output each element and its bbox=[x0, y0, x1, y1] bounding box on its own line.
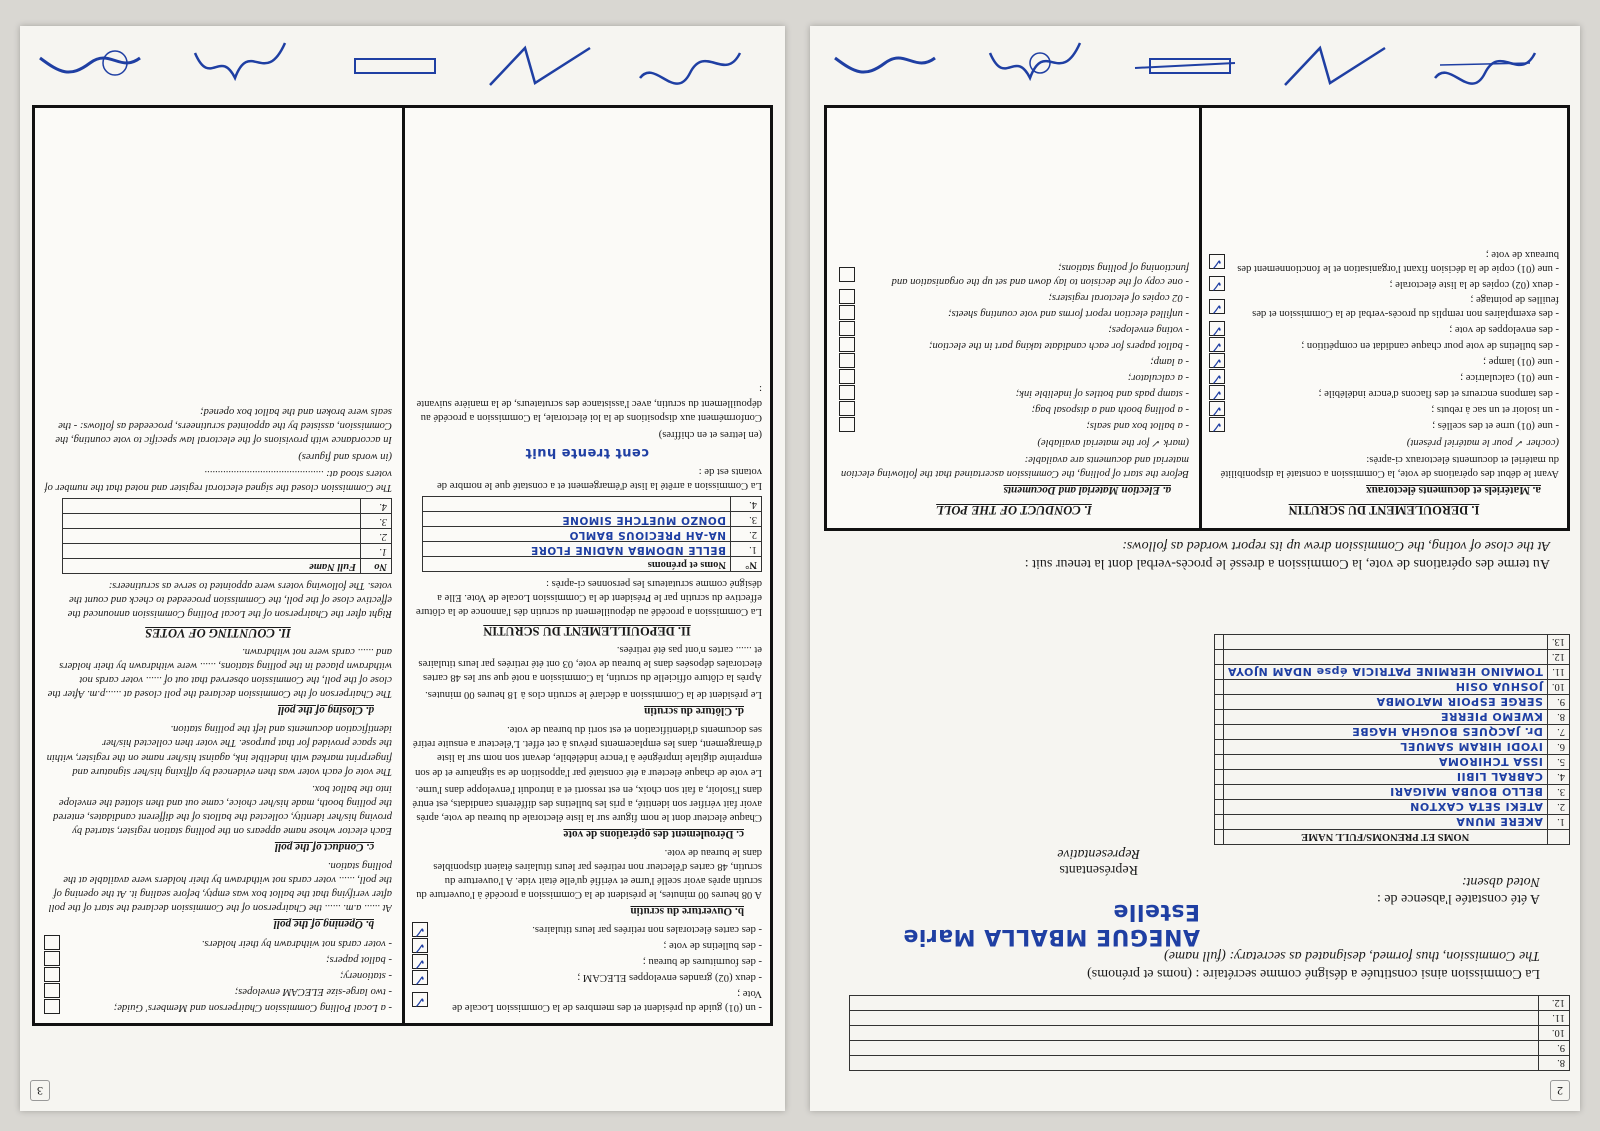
list-item bbox=[44, 983, 392, 998]
item-label: - des tampons encreurs et des flacons d'encre indélébile ; bbox=[1318, 387, 1559, 399]
item-label: - a lamp; bbox=[1150, 355, 1189, 367]
checkbox bbox=[839, 353, 855, 368]
item-label: - des fournitures de bureau ; bbox=[642, 956, 762, 968]
item-label: - voter cards not withdrawn by their holders. bbox=[201, 937, 392, 949]
representative-cell bbox=[1214, 740, 1223, 755]
checkbox bbox=[44, 951, 60, 966]
row-number-header bbox=[1547, 830, 1569, 845]
row-number: 8. bbox=[1539, 1056, 1570, 1071]
signature bbox=[35, 35, 145, 93]
item-label: - one copy of the decision to lay down and set up the organisation and functioning of polling stations; bbox=[891, 262, 1189, 288]
table-header-row bbox=[423, 557, 762, 572]
signature bbox=[335, 35, 445, 93]
signature bbox=[1430, 35, 1540, 93]
checkbox bbox=[412, 992, 428, 1007]
row-number: 3. bbox=[361, 514, 392, 529]
checkbox bbox=[1209, 299, 1225, 314]
list-item bbox=[412, 970, 762, 985]
column-header: NOMS ET PRENOMS/FULL NAME bbox=[1223, 830, 1547, 845]
list-item bbox=[1209, 321, 1559, 336]
representative-cell bbox=[1214, 650, 1223, 665]
row-number: 2. bbox=[361, 529, 392, 544]
table-row bbox=[1214, 695, 1569, 710]
signature bbox=[1130, 35, 1240, 93]
table-row bbox=[63, 544, 392, 559]
row-number: 6. bbox=[1547, 740, 1569, 755]
checkbox bbox=[839, 305, 855, 320]
list-item bbox=[412, 986, 762, 1014]
name-cell bbox=[850, 1011, 1539, 1026]
name-cell: TOMAINO HERMINE PATRICIA épse NDAM NJOYA bbox=[1223, 665, 1547, 680]
list-item bbox=[44, 951, 392, 966]
table-row bbox=[1214, 785, 1569, 800]
checkbox bbox=[44, 935, 60, 950]
name-cell: BELLE NDOMBA NADINE FLORE bbox=[423, 542, 731, 557]
representative-column-header bbox=[1214, 830, 1223, 845]
name-cell bbox=[63, 544, 361, 559]
representative-cell bbox=[1214, 635, 1223, 650]
page-number: 3 bbox=[30, 1080, 50, 1101]
representative-cell bbox=[1214, 800, 1223, 815]
signature-row-page-2 bbox=[850, 33, 1540, 93]
list-item bbox=[839, 260, 1189, 288]
name-cell: NA-AH PRECIOUS BAMLO bbox=[423, 527, 731, 542]
signature bbox=[635, 35, 745, 93]
table-row bbox=[1214, 770, 1569, 785]
table-row bbox=[850, 996, 1570, 1011]
absent-label-fr: A été constatée l'absence de : bbox=[1376, 891, 1540, 906]
item-label: - une (01) urne et des scellés ; bbox=[1432, 419, 1559, 431]
opening-counting-box bbox=[32, 105, 773, 1026]
list-item bbox=[44, 935, 392, 950]
representative-cell bbox=[1214, 770, 1223, 785]
checkbox bbox=[839, 267, 855, 282]
row-number: 10. bbox=[1547, 680, 1569, 695]
table-row bbox=[1214, 755, 1569, 770]
list-item bbox=[839, 417, 1189, 432]
column-header: N° bbox=[731, 557, 762, 572]
item-label: - des enveloppes de vote ; bbox=[1449, 323, 1559, 335]
list-item bbox=[1209, 353, 1559, 368]
name-cell: BELLO BOUBA MAIGARI bbox=[1223, 785, 1547, 800]
name-cell bbox=[850, 996, 1539, 1011]
item-label: - a ballot box and seals; bbox=[1086, 419, 1189, 431]
table-row bbox=[1214, 815, 1569, 830]
table-row bbox=[423, 497, 762, 512]
list-item bbox=[1209, 369, 1559, 384]
checkbox bbox=[412, 922, 428, 937]
name-cell bbox=[850, 1026, 1539, 1041]
list-item bbox=[839, 369, 1189, 384]
list-item bbox=[44, 999, 392, 1014]
row-number: 9. bbox=[1547, 695, 1569, 710]
table-row bbox=[850, 1056, 1570, 1071]
page-2 bbox=[810, 26, 1580, 1111]
item-label: - ballot papers for each candidate taking part in the election; bbox=[928, 339, 1189, 351]
secretary-name: ANEGUE MBALLA Marie Estelle bbox=[902, 899, 1200, 949]
item-label: - stamp pads and bottles of indelible ink; bbox=[1015, 387, 1189, 399]
row-number: 11. bbox=[1539, 1011, 1570, 1026]
name-cell: Dr. JACQUES BOUGHA HAGBE bbox=[1223, 725, 1547, 740]
name-cell: SERGE ESPOIR MATOMBA bbox=[1223, 695, 1547, 710]
row-number: 4. bbox=[1547, 770, 1569, 785]
column-header: Full Name bbox=[63, 559, 361, 574]
item-label: - un isoloir et un sac à rebuts ; bbox=[1431, 403, 1559, 415]
list-item bbox=[839, 337, 1189, 352]
checkbox bbox=[839, 385, 855, 400]
signature-row-page-3 bbox=[60, 33, 745, 93]
representative-cell bbox=[1214, 710, 1223, 725]
name-cell bbox=[63, 529, 361, 544]
page-3 bbox=[20, 26, 785, 1111]
checkbox bbox=[839, 417, 855, 432]
row-number: 8. bbox=[1547, 710, 1569, 725]
row-number: 12. bbox=[1539, 996, 1570, 1011]
row-number: 11. bbox=[1547, 665, 1569, 680]
row-number: 2. bbox=[731, 527, 762, 542]
name-cell: JOSHUA OSIH bbox=[1223, 680, 1547, 695]
name-cell: ATEKI SETA CAXTON bbox=[1223, 800, 1547, 815]
absent-table bbox=[1214, 634, 1570, 845]
item-label: - a calculator; bbox=[1127, 371, 1189, 383]
secretary-label-en: The Commission, thus formed, designated as secretary: (full name) bbox=[1164, 948, 1540, 963]
name-cell bbox=[63, 514, 361, 529]
row-number: 5. bbox=[1547, 755, 1569, 770]
members-table-end bbox=[849, 995, 1570, 1071]
list-item bbox=[412, 922, 762, 937]
item-label: - a Local Polling Commission Chairperson and Members' Guide; bbox=[113, 1001, 392, 1013]
row-number: 1. bbox=[731, 542, 762, 557]
name-cell bbox=[850, 1056, 1539, 1071]
table-row bbox=[1214, 650, 1569, 665]
table-row bbox=[423, 512, 762, 527]
name-cell: AKERE MUNA bbox=[1223, 815, 1547, 830]
checkbox bbox=[1209, 276, 1225, 291]
table-row bbox=[1214, 725, 1569, 740]
list-item bbox=[1209, 401, 1559, 416]
page-number: 2 bbox=[1550, 1080, 1570, 1101]
name-cell: CABRAL LIBII bbox=[1223, 770, 1547, 785]
table-row bbox=[63, 514, 392, 529]
representative-cell bbox=[1214, 815, 1223, 830]
list-item bbox=[1209, 276, 1559, 291]
list-item bbox=[839, 385, 1189, 400]
item-label: - unfilled election report forms and vote counting sheets; bbox=[948, 307, 1189, 319]
item-label: - a polling booth and a disposal bag; bbox=[1031, 403, 1189, 415]
table-row bbox=[850, 1011, 1570, 1026]
item-label: - un (01) guide du président et des membres de la Commission Locale de Vote ; bbox=[452, 987, 762, 1013]
signature bbox=[185, 35, 295, 93]
signature bbox=[980, 35, 1090, 93]
representative-cell bbox=[1214, 680, 1223, 695]
checkbox bbox=[839, 321, 855, 336]
row-number: 10. bbox=[1539, 1026, 1570, 1041]
table-row bbox=[1214, 710, 1569, 725]
row-number: 1. bbox=[361, 544, 392, 559]
item-label: - une (01) copie de la décision fixant l'organisation et le fonctionnement des bureaux de vote ; bbox=[1237, 249, 1559, 275]
representative-cell bbox=[1214, 665, 1223, 680]
table-row bbox=[423, 542, 762, 557]
table-row bbox=[850, 1041, 1570, 1056]
report-intro-fr: Au terme des opérations de vote, la Commission a dressé le procès-verbal dont la teneur suit : bbox=[1024, 556, 1550, 571]
table-row bbox=[1214, 680, 1569, 695]
name-cell bbox=[1223, 635, 1547, 650]
table-header-row bbox=[63, 559, 392, 574]
column-french: I. DEROULEMENT DU SCRUTIN a. Matériels et documents électoraux Avant le début des opérations de vote, la Commission a constaté la disponibilité du matériel et documents électoraux ci-après: (cocher ✓ pour le matériel présent) - une (01) urne et des scellés ; ✓ - un isoloir et un sac à rebuts ; ✓ - des tampons encreurs et des flacons d'encre indélébile ; ✓ - une (01) calculatrice ; ✓ - une (01) lampe ; ✓ - des bulletins de vote pour chaque candidat en compétition ; ✓ - des enveloppes de vote ; ✓ - des exemplaires non remplis du procès-verbal de la Commission et des feuilles de pointage ; ✓ - deux (02) copies de la liste électorale ; ✓ - une (01) copie de la décision fixant l'organisation et le fonctionnement des bureaux de vote ; ✓ bbox=[1209, 116, 1559, 520]
item-label: - une (01) lampe ; bbox=[1483, 355, 1559, 367]
row-number: 12. bbox=[1547, 650, 1569, 665]
row-number: 1. bbox=[1547, 815, 1569, 830]
item-label: - deux (02) grandes enveloppes ELECAM ; bbox=[577, 972, 762, 984]
item-label: - des bulletins de vote ; bbox=[663, 940, 762, 952]
signature bbox=[485, 35, 595, 93]
list-item bbox=[1209, 417, 1559, 432]
checkbox bbox=[44, 967, 60, 982]
table-row bbox=[1214, 665, 1569, 680]
table-header-row bbox=[1214, 830, 1569, 845]
representatives-header: Représentants Representative bbox=[1057, 846, 1140, 877]
list-item bbox=[1209, 247, 1559, 275]
name-cell bbox=[850, 1041, 1539, 1056]
item-label: - voting envelopes; bbox=[1108, 323, 1189, 335]
item-label: - 02 copies of electoral registers; bbox=[1048, 291, 1189, 303]
representative-cell bbox=[1214, 695, 1223, 710]
name-cell: ISSA TCHIROMA bbox=[1223, 755, 1547, 770]
row-number: 3. bbox=[1547, 785, 1569, 800]
column-french: - un (01) guide du président et des membres de la Commission Locale de Vote ; ✓ - deux (02) grandes enveloppes ELECAM ; ✓ - des fournitures de bureau ; ✓ - des bulletins de vote ; ✓ - des cartes électorales non retirées par leurs titulaires. ✓ b. Ouverture du scrutin A 08 heures 00 minutes, le président de la Commission a procédé à l'ouverture du scrutin après avoir scellé l'urne et vérifié qu'elle était vide. A l'ouverture du scrutin, 48 cartes d'électeur non retirées par leurs titulaires étaient disponibles dans le bureau de vote. c. Déroulement des opérations de vote Chaque électeur dont le nom figure sur la liste électorale du bureau de vote, après avoir fait vérifier son identité, a pris les bulletins des différents candidats, est entré dans l'isoloir, a fait son choix, en est ressorti et a introduit l'enveloppe dans l'urne. Le vote de chaque électeur a été constaté par l'apposition de sa signature et de son empreinte digitale imprégnée à l'encre indélébile, devant son nom sur la liste d'émargement, dans les emplacements prévus à cet effet. L'électeur a ensuite retiré ses documents d'identification et est sorti du bureau de vote. d. Clôture du scrutin Le président de la Commission a déclaré le scrutin clos à 18 heures 00 minutes. Après la clôture officielle du scrutin, la Commission a noté que sur les 48 cartes électorales déposées dans le bureau de vote, 03 ont été retirées par leurs titulaires et ...... cartes n'ont pas été retirées. II. DEPOUILLEMENT DU SCRUTIN La Commission a procédé au dépouillement du scrutin dès l'annonce de la clôture effective du scrutin par le Président de la Commission Locale de Vote. Elle a désigné comme scrutateurs les personnes ci-après : N° Noms et prénoms 1. BELLE NDOMBA NADINE FLORE 2. NA-AH PRECIOUS BAMLO 3. DONZO MUETCHE SIMONE 4. La Commission a arrêté la liste d'émargement et a constaté que le nombre de votants est de : cent trente huit (en lettres et en chiffres) Conformément aux dispositions de la loi électorale, la Commission a procédé au dépouillement du scrutin, avec l'assistance des scrutateurs, de la manière suivante : bbox=[412, 116, 762, 1015]
checkbox bbox=[839, 401, 855, 416]
name-cell: DONZO MUETCHE SIMONE bbox=[423, 512, 731, 527]
row-number: 13. bbox=[1547, 635, 1569, 650]
row-number: 7. bbox=[1547, 725, 1569, 740]
item-label: - des bulletins de vote pour chaque candidat en compétition ; bbox=[1301, 339, 1559, 351]
representative-cell bbox=[1214, 785, 1223, 800]
table-row bbox=[1214, 800, 1569, 815]
checkbox bbox=[44, 983, 60, 998]
list-item bbox=[1209, 292, 1559, 320]
column-header: No bbox=[361, 559, 392, 574]
representative-cell bbox=[1214, 725, 1223, 740]
column-header: Noms et prénoms bbox=[423, 557, 731, 572]
list-item bbox=[839, 401, 1189, 416]
name-cell: KWEMO PIERRE bbox=[1223, 710, 1547, 725]
signature bbox=[830, 35, 940, 93]
name-cell bbox=[63, 499, 361, 514]
checkbox bbox=[839, 369, 855, 384]
list-item bbox=[1209, 337, 1559, 352]
table-row bbox=[1214, 740, 1569, 755]
secretary-label-fr: La Commission ainsi constituée a désigné comme secrétaire : (noms et prénoms) bbox=[1087, 966, 1540, 981]
item-label: - deux (02) copies de la liste électorale ; bbox=[1389, 278, 1559, 290]
table-row bbox=[850, 1026, 1570, 1041]
row-number: 9. bbox=[1539, 1041, 1570, 1056]
report-intro-en: At the close of voting, the Commission drew up its report worded as follows: bbox=[1122, 538, 1550, 553]
item-label: - des cartes électorales non retirées par leurs titulaires. bbox=[532, 924, 762, 936]
item-label: - stationery; bbox=[339, 969, 392, 981]
item-label: - des exemplaires non remplis du procès-verbal de la Commission et des feuilles de pointage ; bbox=[1252, 294, 1559, 320]
representative-cell bbox=[1214, 755, 1223, 770]
checkbox bbox=[44, 999, 60, 1014]
row-number: 4. bbox=[731, 497, 762, 512]
list-item bbox=[1209, 385, 1559, 400]
table-row bbox=[423, 527, 762, 542]
table-row bbox=[1214, 635, 1569, 650]
name-cell bbox=[1223, 650, 1547, 665]
checkbox bbox=[1209, 254, 1225, 269]
list-item bbox=[412, 938, 762, 953]
checkbox bbox=[839, 289, 855, 304]
checkbox bbox=[839, 337, 855, 352]
row-number: 3. bbox=[731, 512, 762, 527]
conduct-of-poll-box bbox=[824, 105, 1570, 531]
name-cell bbox=[423, 497, 731, 512]
signature bbox=[1280, 35, 1390, 93]
list-item bbox=[839, 321, 1189, 336]
absent-label-en: Noted absent: bbox=[1461, 874, 1540, 889]
row-number: 4. bbox=[361, 499, 392, 514]
list-item bbox=[839, 353, 1189, 368]
item-label: - ballot papers; bbox=[326, 953, 392, 965]
table-row bbox=[63, 499, 392, 514]
list-item bbox=[839, 305, 1189, 320]
list-item bbox=[44, 967, 392, 982]
list-item bbox=[839, 289, 1189, 304]
row-number: 2. bbox=[1547, 800, 1569, 815]
column-english: - a Local Polling Commission Chairperson and Members' Guide; - two large-size ELECAM envelopes; - stationery; - ballot papers; - voter cards not withdrawn by their holders. b. Opening of the poll At ...... a.m. ...... the Chairperson of the Commission declared the start of the poll after verifying that the ballot box was empty, before sealing it. At the opening of the poll, ...... voter cards not withdrawn by their holders were available at the polling station. c. Conduct of the poll Each elector whose name appears on the polling station register, started by proving his/her identity, collected the ballots of the different candidates, entered the polling booth, made his/her choice, came out and then slotted the envelope into the ballot box. The vote of each voter was then evidenced by affixing his/her signature and fingerprint marked with indelible ink, against his/her name on the register, within the space provided for that purpose. The voter then collected his/her identification documents and left the polling station. d. Closing of the poll The Chairperson of the Commission declared the poll closed at ......p.m. After the close of the poll, the Commission observed that out of ...... voter cards not withdrawn placed in the polling stations, ...... were withdrawn by their holders and ...... cards were not withdrawn. II. COUNTING OF VOTES Right after the Chairperson of the Local Polling Commission announced the effective close of the poll, the Commission proceeded to check and count the votes. The following voters were appointed to serve as scrutineers: No Full Name 1. 2. 3. 4. The Commission closed the signed electoral register and noted that the number of voters stood at: ............................................. (in words and figures) In accordance with provisions of the electoral law specific to vote counting, the Commission, assisted by the appointed scrutineers, proceeded as follows: - the seals were broken and the ballot box opened; bbox=[44, 405, 392, 1013]
table-row bbox=[63, 529, 392, 544]
item-label: - two large-size ELECAM envelopes; bbox=[234, 985, 392, 997]
list-item bbox=[412, 954, 762, 969]
item-label: - une (01) calculatrice ; bbox=[1460, 371, 1559, 383]
column-english: I. CONDUCT OF THE POLL a. Election Material and Documents Before the start of polling, the Commission ascertained that the following election material and documents are available: (mark ✓ for the material available) - a ballot box and seals; - a polling booth and a disposal bag; - stamp pads and bottles of indelible ink; - a calculator; - a lamp; - ballot papers for each candidate taking part in the election; - voting envelopes; - unfilled election report forms and vote counting sheets; - 02 copies of electoral registers; - one copy of the decision to lay down and set up the organisation and functioning of polling stations; bbox=[839, 116, 1189, 520]
name-cell: IYODI HIRAM SAMUEL bbox=[1223, 740, 1547, 755]
checkbox bbox=[1209, 321, 1225, 336]
